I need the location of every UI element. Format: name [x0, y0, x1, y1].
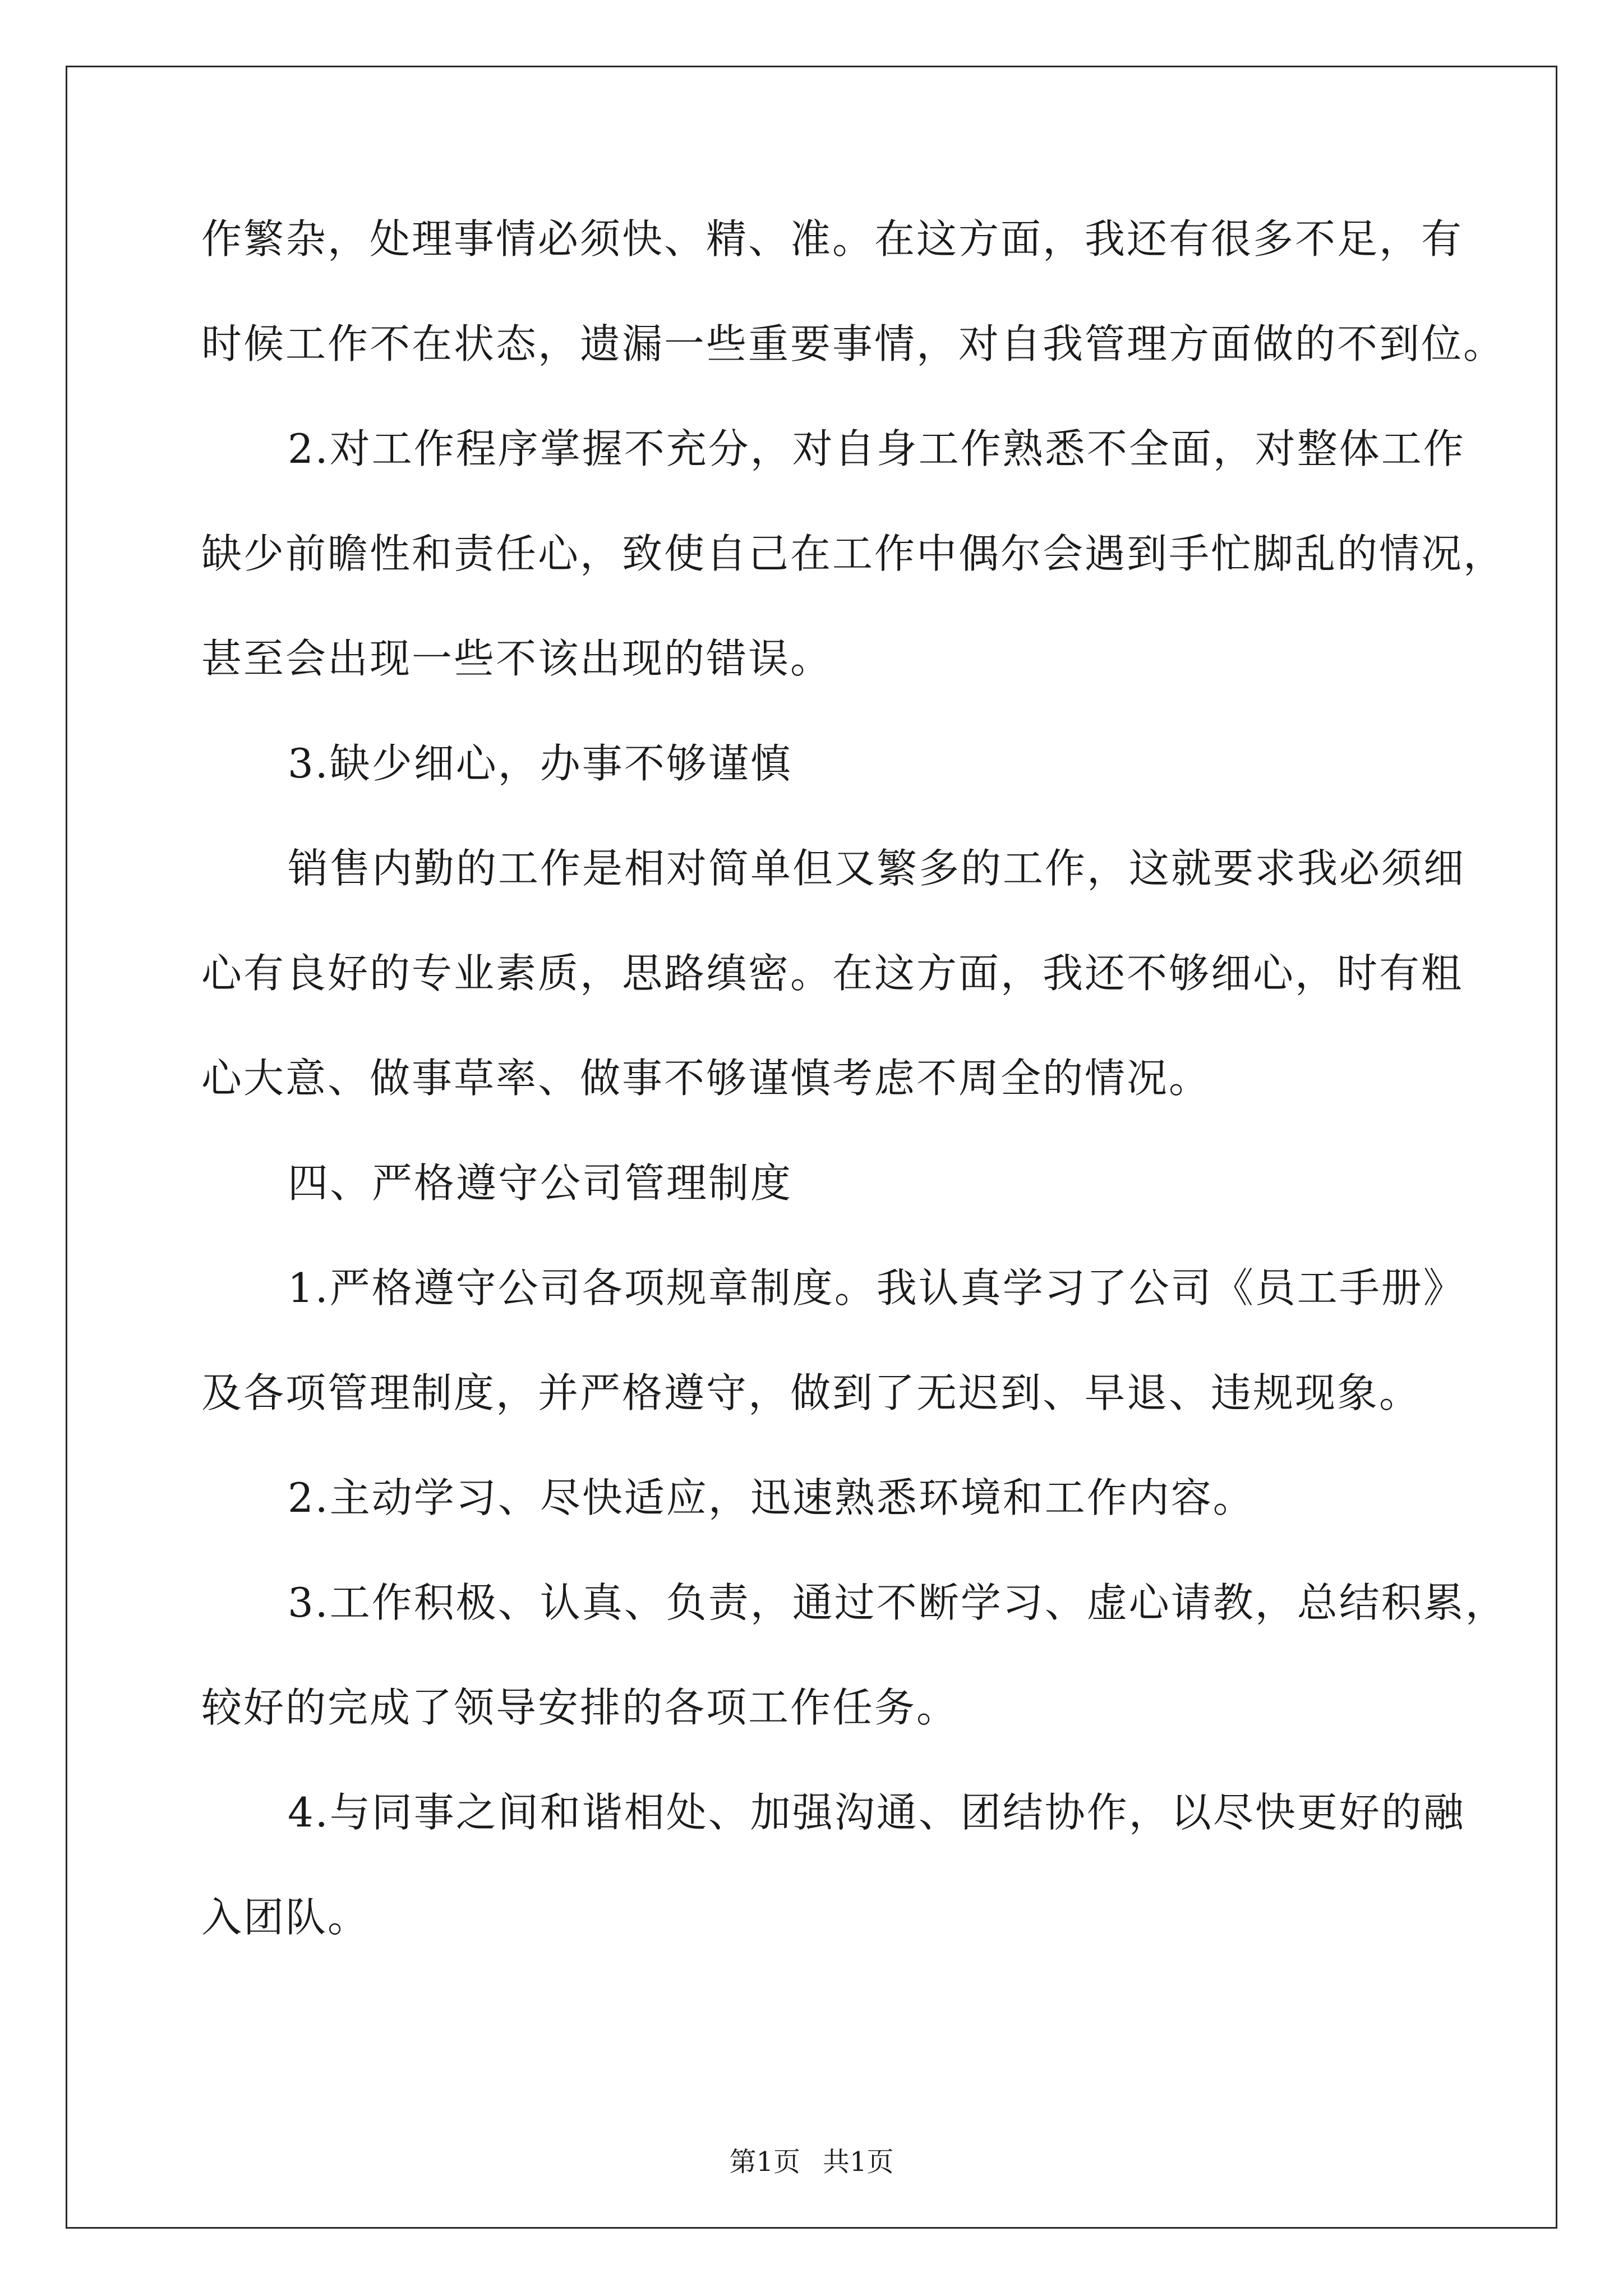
text-line: 4.与同事之间和谐相处、加强沟通、团结协作，以尽快更好的融 — [288, 1789, 1465, 1836]
text-line: 时候工作不在状态，遗漏一些重要事情，对自我管理方面做的不到位。 — [201, 320, 1506, 367]
text-line: 2.主动学习、尽快适应，迅速熟悉环境和工作内容。 — [288, 1474, 1255, 1521]
document-body — [201, 215, 1507, 2002]
text-line: 四、严格遵守公司管理制度 — [288, 1159, 793, 1207]
text-line: 心大意、做事草率、做事不够谨慎考虑不周全的情况。 — [201, 1055, 1211, 1102]
text-line: 2.对工作程序掌握不充分，对自身工作熟悉不全面，对整体工作 — [288, 425, 1465, 472]
page-footer — [0, 2140, 1623, 2179]
text-line: 作繁杂，处理事情必须快、精、准。在这方面，我还有很多不足，有 — [201, 215, 1464, 263]
page-total: 共1页 — [823, 2146, 894, 2178]
text-line: 较好的完成了领导安排的各项工作任务。 — [201, 1684, 959, 1731]
text-line: 甚至会出现一些不该出现的错误。 — [201, 635, 833, 682]
text-line: 缺少前瞻性和责任心，致使自己在工作中偶尔会遇到手忙脚乱的情况， — [201, 530, 1506, 577]
text-line: 入团队。 — [201, 1894, 370, 1941]
text-line: 及各项管理制度，并严格遵守，做到了无迟到、早退、违规现象。 — [201, 1369, 1422, 1416]
text-line: 3.缺少细心，办事不够谨慎 — [288, 740, 792, 787]
text-line: 1.严格遵守公司各项规章制度。我认真学习了公司《员工手册》 — [288, 1264, 1465, 1312]
text-line: 销售内勤的工作是相对简单但又繁多的工作，这就要求我必须细 — [288, 845, 1466, 892]
text-line: 心有良好的专业素质，思路缜密。在这方面，我还不够细心，时有粗 — [201, 950, 1464, 997]
text-line: 3.工作积极、认真、负责，通过不断学习、虚心请教，总结积累， — [288, 1579, 1507, 1626]
page-number: 第1页 — [729, 2146, 800, 2178]
